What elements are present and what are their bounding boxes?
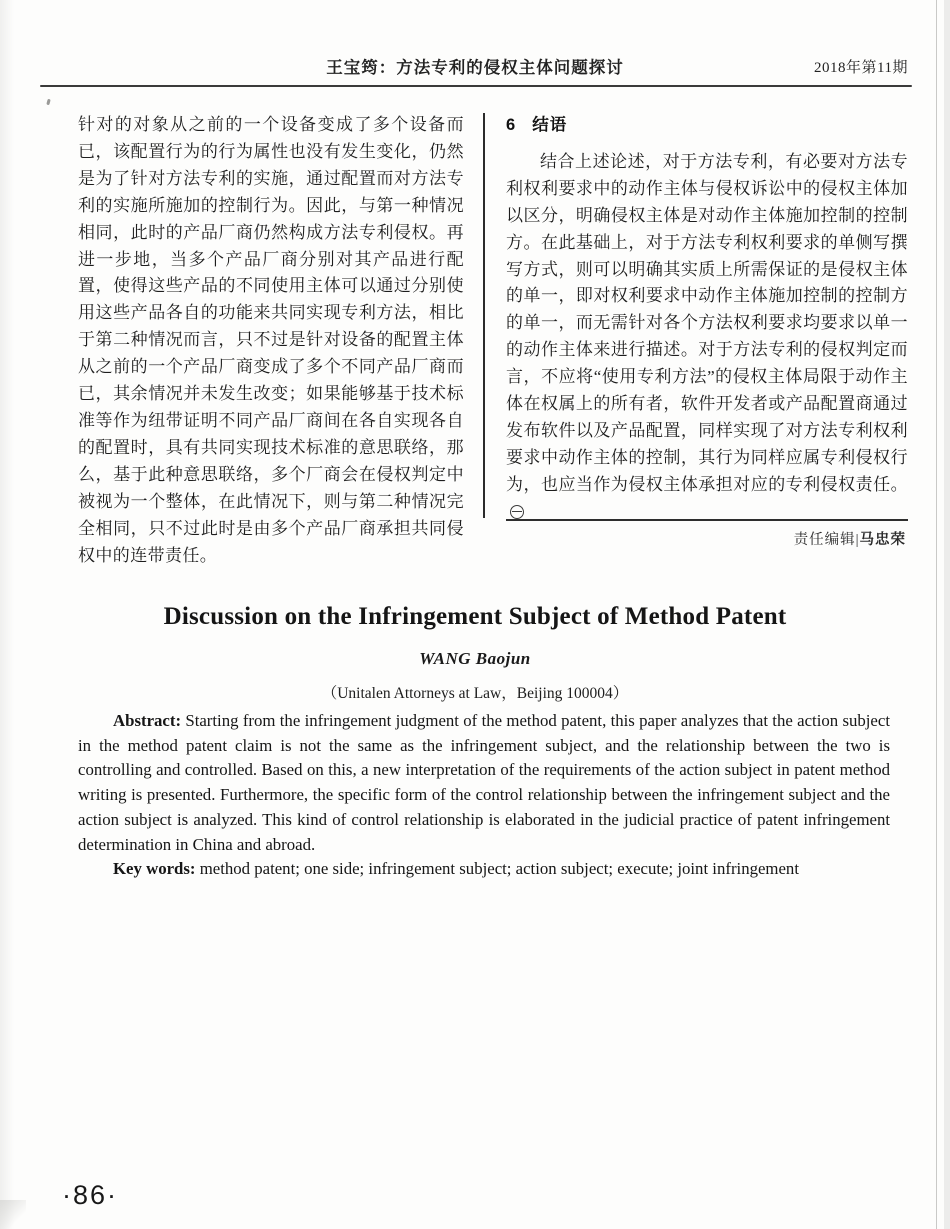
article-end-mark-icon [510,505,524,519]
editor-credit [506,528,906,549]
keywords-label: Key words: [113,859,196,879]
editor-rule [506,519,908,521]
right-column [506,112,908,526]
section-title: 结语 [532,116,568,134]
body-paragraph-left: 针对的对象从之前的一个设备变成了多个设备而已，该配置行为的行为属性也没有发生变化，仍然是为了针对方法专利的实施，通过配置而对方法专利的实施所施加的控制行为。因此，与第一种情况相同，此时的产品厂商仍然构成方法专利侵权。再进一步地，当多个产品厂商分别对其产品进行配置，使得这些产品的不同使用主体可以通过分别使用这些产品各自的功能来共同实现专利方法，相比于第二种情况而言，只不过是针对设备的配置主体从之前的一个产品厂商变成了多个不同产品厂商而已，其余情况并未发生改变；如果能够基于技术标准等作为纽带证明不同产品厂商间在各自实现各自的配置时，具有共同实现技术标准的意思联络，那么，基于此种意思联络，多个厂商会在侵权判定中被视为一个整体，在此情况下，则与第二种情况完全相同，只不过此时是由多个产品厂商承担共同侵权中的连带责任。 [78,115,464,565]
running-title: 王宝筠：方法专利的侵权主体问题探讨 [326,58,624,77]
conclusion-text: 结合上述论述，对于方法专利，有必要对方法专利权利要求中的动作主体与侵权诉讼中的侵权主体加以区分，明确侵权主体是对动作主体施加控制的控制方。在此基础上，对于方法专利权利要求的单侧写撰写方式，则可以明确其实质上所需保证的是侵权主体的单一，即对权利要求中动作主体施加控制的控制方的单一，而无需针对各个方法权利要求均要求以单一的动作主体来进行描述。对于方法专利的侵权判定而言，不应将“使用专利方法”的侵权主体局限于动作主体在权属上的所有者，软件开发者或产品配置商通过发布软件以及产品配置，同样实现了对方法专利权利要求中动作主体的控制，其行为同样应属专利侵权行为，也应当作为侵权主体承担对应的专利侵权责任。 [506,151,908,494]
scan-speck [46,99,50,106]
editor-name: 马忠荣 [859,532,906,548]
keywords-paragraph [78,857,890,882]
page-number: ·86· [62,1180,119,1210]
keywords-text: method patent; one side; infringement subject; action subject; execute; joint infringement [195,859,799,879]
english-title: Discussion on the Infringement Subject of Method Patent [163,603,787,630]
scan-corner-smudge [0,1200,26,1229]
abstract-label: Abstract: [113,711,182,730]
abstract-paragraph [78,709,890,857]
conclusion-section-heading [506,112,908,139]
abstract-text: Starting from the infringement judgment of the method patent, this paper analyzes that the action subject in the method patent claim is not the same as the infringement subject, and the relationship between the two is controlling and controlled. Based on this, a new interpretation of the requirements of the action subject in patent method writing is presented. Furthermore, the specific form of the control relationship between the infringement subject and the action subject is analyzed. This kind of control relationship is elaborated in the judicial practice of patent infringement determination in China and abroad. [78,711,890,854]
header-rule [40,85,912,87]
editor-label: 责任编辑| [793,532,860,548]
body-paragraph-right [506,149,908,526]
author-name: WANG Baojun [419,649,531,668]
affiliation: （Unitalen Attorneys at Law，Beijing 100004） [321,685,629,702]
abstract-block [78,709,890,882]
left-column [78,112,464,569]
column-divider-rule [483,113,485,518]
section-number: 6 [506,116,517,134]
issue-label: 2018年第11期 [814,60,908,76]
